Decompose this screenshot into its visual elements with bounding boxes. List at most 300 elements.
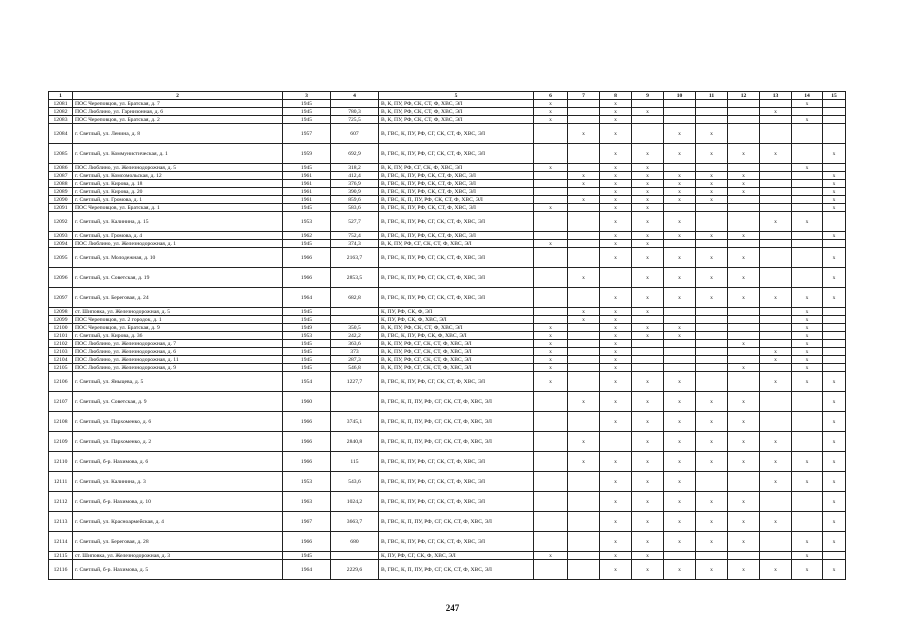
mark-cell (568, 364, 600, 372)
utilities-cell: В, К, ПУ, РФ, СК, СТ, Ф, ХВС, ЭЛ (379, 100, 534, 108)
year-cell: 1945 (283, 204, 331, 212)
mark-cell (760, 240, 792, 248)
mark-cell: x (728, 232, 760, 240)
mark-cell: x (600, 472, 632, 492)
table-row (49, 324, 846, 332)
mark-cell: x (664, 124, 696, 144)
mark-cell: x (760, 356, 792, 364)
column-header: 4 (331, 92, 379, 100)
mark-cell (823, 332, 846, 340)
utilities-cell: В, ГВС, К, ПУ, РФ, СГ, СК, СТ, Ф, ХВС, ЭЛ (379, 372, 534, 392)
table-row (49, 188, 846, 196)
mark-cell (534, 452, 568, 472)
row-id: 12094 (49, 240, 73, 248)
year-cell: 1945 (283, 164, 331, 172)
address-cell: ПОС Люблино, ул. Гарнизонная, д. 6 (73, 108, 283, 116)
mark-cell: x (792, 560, 823, 580)
area-cell (331, 392, 379, 412)
mark-cell: x (632, 432, 664, 452)
mark-cell (728, 204, 760, 212)
mark-cell: x (728, 248, 760, 268)
column-header: 7 (568, 92, 600, 100)
mark-cell (792, 196, 823, 204)
address-cell: г. Светлый, б-р. Нахимова, д. 6 (73, 452, 283, 472)
address-cell: г. Светлый, ул. Молодежная, д. 10 (73, 248, 283, 268)
year-cell: 1945 (283, 240, 331, 248)
row-id: 12087 (49, 172, 73, 180)
mark-cell: x (632, 324, 664, 332)
row-id: 12102 (49, 340, 73, 348)
table-row (49, 412, 846, 432)
address-cell: г. Светлый, ул. Калинина, д. 15 (73, 212, 283, 232)
mark-cell (534, 412, 568, 432)
mark-cell: x (696, 180, 728, 188)
utilities-cell: В, ГВС, К, ПУ, РФ, СК, СТ, Ф, ХВС, ЭЛ (379, 172, 534, 180)
mark-cell: x (632, 560, 664, 580)
mark-cell: x (600, 116, 632, 124)
mark-cell (568, 348, 600, 356)
mark-cell: x (632, 248, 664, 268)
area-cell: 583,6 (331, 204, 379, 212)
mark-cell: x (534, 372, 568, 392)
mark-cell: x (823, 472, 846, 492)
mark-cell (534, 472, 568, 492)
table-row (49, 100, 846, 108)
row-id: 12110 (49, 452, 73, 472)
mark-cell: x (728, 392, 760, 412)
mark-cell: x (823, 232, 846, 240)
mark-cell (823, 324, 846, 332)
mark-cell (792, 392, 823, 412)
mark-cell (792, 512, 823, 532)
mark-cell: x (728, 432, 760, 452)
mark-cell (760, 308, 792, 316)
mark-cell (664, 348, 696, 356)
mark-cell: x (664, 188, 696, 196)
mark-cell: x (600, 512, 632, 532)
row-id: 12111 (49, 472, 73, 492)
row-id: 12114 (49, 532, 73, 552)
mark-cell (534, 180, 568, 188)
table-row (49, 472, 846, 492)
table-row (49, 248, 846, 268)
mark-cell (728, 124, 760, 144)
row-id: 12108 (49, 412, 73, 432)
mark-cell (632, 348, 664, 356)
mark-cell (568, 240, 600, 248)
mark-cell: x (600, 144, 632, 164)
row-id: 12096 (49, 268, 73, 288)
table-row (49, 340, 846, 348)
mark-cell: x (534, 340, 568, 348)
row-id: 12116 (49, 560, 73, 580)
mark-cell (696, 372, 728, 392)
mark-cell: x (632, 196, 664, 204)
mark-cell (728, 324, 760, 332)
mark-cell: x (600, 552, 632, 560)
address-cell: ПОС Люблино, ул. Железнодорожная, д. 11 (73, 356, 283, 364)
mark-cell (792, 232, 823, 240)
utilities-cell: В, ГВС, К, П, ПУ, РФ, СГ, СК, СТ, Ф, ХВС, ЭЛ (379, 560, 534, 580)
mark-cell: x (696, 532, 728, 552)
mark-cell: x (696, 124, 728, 144)
table-row (49, 392, 846, 412)
mark-cell (632, 116, 664, 124)
row-id: 12081 (49, 100, 73, 108)
year-cell: 1945 (283, 308, 331, 316)
mark-cell (792, 188, 823, 196)
mark-cell (823, 348, 846, 356)
mark-cell: x (632, 512, 664, 532)
mark-cell: x (728, 180, 760, 188)
mark-cell: x (823, 188, 846, 196)
table-row (49, 560, 846, 580)
mark-cell (534, 212, 568, 232)
mark-cell: x (568, 316, 600, 324)
mark-cell: x (600, 356, 632, 364)
mark-cell: x (760, 372, 792, 392)
mark-cell (534, 196, 568, 204)
mark-cell (568, 472, 600, 492)
mark-cell: x (632, 412, 664, 432)
mark-cell (534, 172, 568, 180)
mark-cell (792, 180, 823, 188)
table-row (49, 308, 846, 316)
mark-cell: x (664, 532, 696, 552)
mark-cell (664, 100, 696, 108)
area-cell: 1024,2 (331, 492, 379, 512)
mark-cell: x (823, 196, 846, 204)
table-row (49, 316, 846, 324)
mark-cell: x (792, 472, 823, 492)
row-id: 12083 (49, 116, 73, 124)
utilities-cell: В, ГВС, К, ПУ, РФ, СГ, СК, СТ, Ф, ХВС, ЭЛ (379, 532, 534, 552)
mark-cell: x (792, 324, 823, 332)
mark-cell (696, 472, 728, 492)
mark-cell (792, 412, 823, 432)
mark-cell: x (696, 432, 728, 452)
row-id: 12115 (49, 552, 73, 560)
mark-cell: x (664, 432, 696, 452)
mark-cell (760, 124, 792, 144)
table-row (49, 180, 846, 188)
row-id: 12089 (49, 188, 73, 196)
year-cell: 1961 (283, 180, 331, 188)
mark-cell (568, 340, 600, 348)
mark-cell (534, 248, 568, 268)
table-row (49, 452, 846, 472)
mark-cell: x (664, 332, 696, 340)
mark-cell (534, 124, 568, 144)
utilities-cell: В, ГВС, К, ПУ, РФ, СГ, СК, СТ, Ф, ХВС, ЭЛ (379, 452, 534, 472)
mark-cell: x (534, 364, 568, 372)
address-cell: г. Светлый, ул. Береговая, д. 28 (73, 532, 283, 552)
column-header: 6 (534, 92, 568, 100)
year-cell: 1961 (283, 188, 331, 196)
mark-cell: x (728, 532, 760, 552)
address-cell: г. Светлый, ул. Кирова, д. 36 (73, 332, 283, 340)
mark-cell: x (696, 248, 728, 268)
row-id: 12084 (49, 124, 73, 144)
mark-cell (728, 372, 760, 392)
mark-cell: x (728, 364, 760, 372)
table-row (49, 512, 846, 532)
address-cell: г. Светлый, ул. Кирова, д. 20 (73, 188, 283, 196)
mark-cell: x (632, 268, 664, 288)
mark-cell: x (600, 204, 632, 212)
mark-cell: x (664, 248, 696, 268)
year-cell: 1962 (283, 232, 331, 240)
mark-cell (760, 164, 792, 172)
mark-cell (568, 288, 600, 308)
row-id: 12085 (49, 144, 73, 164)
mark-cell (760, 332, 792, 340)
mark-cell: x (823, 452, 846, 472)
mark-cell: x (728, 560, 760, 580)
utilities-cell: В, ГВС, К, П, ПУ, РФ, СК, СТ, Ф, ХВС, ЭЛ (379, 196, 534, 204)
table-row (49, 364, 846, 372)
mark-cell: x (823, 392, 846, 412)
mark-cell: x (632, 288, 664, 308)
mark-cell: x (696, 392, 728, 412)
mark-cell: x (696, 512, 728, 532)
area-cell: 543,6 (331, 472, 379, 492)
mark-cell: x (600, 212, 632, 232)
mark-cell (696, 308, 728, 316)
utilities-cell: К, ПУ, РФ, СГ, СК, Ф, ХВС, ЭЛ (379, 552, 534, 560)
mark-cell: x (632, 204, 664, 212)
mark-cell (760, 100, 792, 108)
mark-cell: x (696, 560, 728, 580)
table-row (49, 240, 846, 248)
utilities-cell: В, ГВС, К, ПУ, РФ, СГ, СК, СТ, Ф, ХВС, ЭЛ (379, 288, 534, 308)
year-cell: 1945 (283, 340, 331, 348)
year-cell: 1961 (283, 172, 331, 180)
mark-cell: x (760, 288, 792, 308)
mark-cell: x (632, 552, 664, 560)
year-cell: 1953 (283, 472, 331, 492)
mark-cell: x (568, 172, 600, 180)
mark-cell (792, 204, 823, 212)
area-cell: 363,6 (331, 340, 379, 348)
mark-cell (696, 100, 728, 108)
area-cell: 527,7 (331, 212, 379, 232)
mark-cell (760, 324, 792, 332)
mark-cell: x (696, 232, 728, 240)
area-cell (331, 552, 379, 560)
mark-cell (728, 308, 760, 316)
mark-cell (760, 116, 792, 124)
mark-cell: x (600, 492, 632, 512)
row-id: 12091 (49, 204, 73, 212)
mark-cell (728, 356, 760, 364)
mark-cell: x (568, 124, 600, 144)
mark-cell (632, 100, 664, 108)
row-id: 12082 (49, 108, 73, 116)
area-cell: 318,2 (331, 164, 379, 172)
mark-cell (534, 392, 568, 412)
mark-cell: x (664, 472, 696, 492)
mark-cell (664, 108, 696, 116)
table-row (49, 172, 846, 180)
area-cell: 752,4 (331, 232, 379, 240)
mark-cell: x (792, 372, 823, 392)
mark-cell (760, 552, 792, 560)
address-cell: ПОС Люблино, ул. Железнодорожная, д. 5 (73, 164, 283, 172)
mark-cell (696, 552, 728, 560)
utilities-cell: К, ПУ, РФ, СК, Ф, ХВС, ЭЛ (379, 316, 534, 324)
column-header: 10 (664, 92, 696, 100)
year-cell: 1953 (283, 332, 331, 340)
mark-cell (568, 324, 600, 332)
mark-cell (664, 552, 696, 560)
mark-cell: x (600, 308, 632, 316)
mark-cell (792, 248, 823, 268)
mark-cell: x (696, 288, 728, 308)
mark-cell: x (760, 560, 792, 580)
mark-cell (760, 340, 792, 348)
mark-cell (823, 124, 846, 144)
mark-cell (664, 164, 696, 172)
mark-cell (534, 512, 568, 532)
page-number: 247 (445, 603, 460, 613)
mark-cell (728, 100, 760, 108)
table-row (49, 532, 846, 552)
table-row (49, 108, 846, 116)
mark-cell: x (632, 188, 664, 196)
address-cell: ПОС Люблино, ул. Железнодорожная, д. 9 (73, 364, 283, 372)
mark-cell: x (664, 560, 696, 580)
mark-cell (696, 240, 728, 248)
row-id: 12097 (49, 288, 73, 308)
area-cell: 412,4 (331, 172, 379, 180)
year-cell: 1960 (283, 392, 331, 412)
mark-cell: x (632, 332, 664, 340)
mark-cell (534, 232, 568, 240)
mark-cell (568, 164, 600, 172)
mark-cell: x (696, 172, 728, 180)
mark-cell: x (792, 316, 823, 324)
address-cell: ПОС Люблино, ул. Железнодорожная, д. 1 (73, 240, 283, 248)
mark-cell (823, 364, 846, 372)
mark-cell (664, 240, 696, 248)
mark-cell: x (534, 204, 568, 212)
column-header: 12 (728, 92, 760, 100)
mark-cell (568, 532, 600, 552)
mark-cell (664, 356, 696, 364)
mark-cell (696, 204, 728, 212)
mark-cell (568, 116, 600, 124)
mark-cell: x (760, 432, 792, 452)
mark-cell: x (600, 532, 632, 552)
mark-cell: x (823, 144, 846, 164)
row-id: 12092 (49, 212, 73, 232)
address-cell: ПОС Череповцов, ул. 2 городок, д. 1 (73, 316, 283, 324)
utilities-cell: В, ГВС, К, ПУ, РФ, СГ, СК, СТ, Ф, ХВС, ЭЛ (379, 144, 534, 164)
mark-cell (728, 240, 760, 248)
mark-cell: x (664, 172, 696, 180)
mark-cell: x (600, 188, 632, 196)
mark-cell: x (600, 100, 632, 108)
mark-cell: x (664, 232, 696, 240)
mark-cell: x (823, 532, 846, 552)
mark-cell: x (600, 240, 632, 248)
mark-cell (792, 240, 823, 248)
utilities-cell: В, К, ПУ, РФ, СГ, СК, Ф, ХВС, ЭЛ (379, 164, 534, 172)
mark-cell (568, 188, 600, 196)
mark-cell: x (760, 348, 792, 356)
area-cell: 115 (331, 452, 379, 472)
mark-cell (534, 188, 568, 196)
mark-cell: x (534, 324, 568, 332)
mark-cell: x (792, 212, 823, 232)
mark-cell: x (534, 348, 568, 356)
mark-cell: x (568, 268, 600, 288)
mark-cell: x (823, 492, 846, 512)
mark-cell: x (632, 108, 664, 116)
housing-registry-table (48, 91, 846, 580)
mark-cell (664, 204, 696, 212)
mark-cell: x (600, 196, 632, 204)
mark-cell (696, 356, 728, 364)
mark-cell (760, 492, 792, 512)
mark-cell: x (600, 172, 632, 180)
mark-cell: x (696, 144, 728, 164)
table-body (49, 92, 846, 580)
address-cell: г. Светлый, б-р. Нахимова, д. 5 (73, 560, 283, 580)
mark-cell: x (632, 164, 664, 172)
area-cell: 287,3 (331, 356, 379, 364)
mark-cell: x (632, 308, 664, 316)
mark-cell (632, 316, 664, 324)
mark-cell: x (696, 268, 728, 288)
column-header: 2 (73, 92, 283, 100)
address-cell: ПОС Череповцов, ул. Братская, д. 7 (73, 100, 283, 108)
mark-cell: x (632, 452, 664, 472)
mark-cell (568, 512, 600, 532)
utilities-cell: В, ГВС, К, ПУ, РФ, СК, СТ, Ф, ХВС, ЭЛ (379, 188, 534, 196)
address-cell: г. Светлый, ул. Комсомольская, д. 12 (73, 172, 283, 180)
area-cell: 682,8 (331, 288, 379, 308)
mark-cell: x (823, 512, 846, 532)
utilities-cell: В, ГВС, К, ПУ, РФ, СГ, СК, СТ, Ф, ХВС, ЭЛ (379, 268, 534, 288)
mark-cell: x (823, 268, 846, 288)
mark-cell: x (792, 340, 823, 348)
mark-cell (664, 116, 696, 124)
mark-cell (664, 308, 696, 316)
mark-cell: x (600, 364, 632, 372)
year-cell: 1966 (283, 268, 331, 288)
address-cell: г. Светлый, ул. Советская, д. 19 (73, 268, 283, 288)
utilities-cell: В, К, ПУ, РФ, СК, СТ, Ф, ХВС, ЭЛ (379, 116, 534, 124)
year-cell: 1964 (283, 560, 331, 580)
table-row (49, 124, 846, 144)
mark-cell (728, 116, 760, 124)
mark-cell: x (600, 348, 632, 356)
mark-cell: x (728, 144, 760, 164)
mark-cell (823, 552, 846, 560)
table-row (49, 116, 846, 124)
mark-cell: x (600, 412, 632, 432)
mark-cell: x (760, 212, 792, 232)
row-id: 12099 (49, 316, 73, 324)
mark-cell (568, 332, 600, 340)
mark-cell (632, 356, 664, 364)
table-row (49, 232, 846, 240)
address-cell: ст. Шиповка, ул. Железнодорожная, д. 5 (73, 308, 283, 316)
mark-cell: x (792, 288, 823, 308)
mark-cell (823, 164, 846, 172)
